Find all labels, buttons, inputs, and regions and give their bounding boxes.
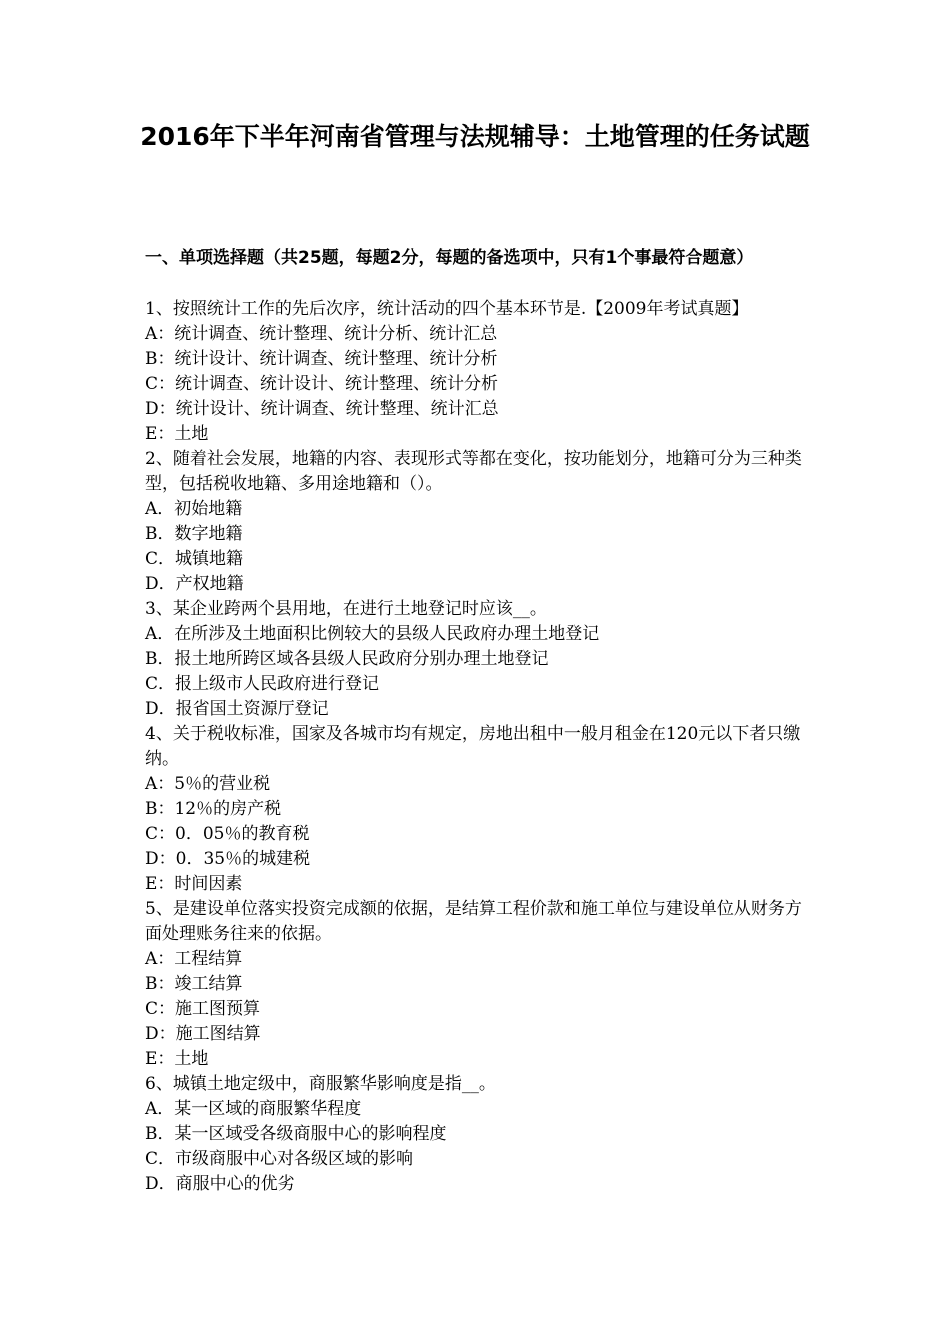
option-d: D：施工图结算 (145, 1024, 261, 1044)
option-c: C．市级商服中心对各级区域的影响 (145, 1149, 414, 1169)
option-c: C：统计调查、统计设计、统计整理、统计分析 (145, 374, 499, 394)
question-1 (145, 297, 810, 447)
option-a: A：工程结算 (145, 949, 243, 969)
option-c: C．城镇地籍 (145, 549, 244, 569)
option-d: D：0．35％的城建税 (145, 849, 311, 869)
option-a: A．在所涉及土地面积比例较大的县级人民政府办理土地登记 (145, 624, 600, 644)
question-stem: 5、是建设单位落实投资完成额的依据，是结算工程价款和施工单位与建设单位从财务方面处理账务往来的依据。 (145, 899, 802, 944)
option-a: A．某一区域的商服繁华程度 (145, 1099, 362, 1119)
option-b: B．某一区域受各级商服中心的影响程度 (145, 1124, 447, 1144)
question-6 (145, 1072, 810, 1197)
question-stem: 1、按照统计工作的先后次序，统计活动的四个基本环节是.【2009年考试真题】 (145, 299, 749, 319)
option-c: C：0．05％的教育税 (145, 824, 310, 844)
question-stem: 2、随着社会发展，地籍的内容、表现形式等都在变化，按功能划分，地籍可分为三种类型，包括税收地籍、多用途地籍和（）。 (145, 449, 802, 494)
option-c: C：施工图预算 (145, 999, 261, 1019)
question-stem: 4、关于税收标准，国家及各城市均有规定，房地出租中一般月租金在120元以下者只缴纳。 (145, 724, 801, 769)
option-b: B．报土地所跨区域各县级人民政府分别办理土地登记 (145, 649, 549, 669)
question-stem: 6、城镇土地定级中，商服繁华影响度是指__。 (145, 1074, 496, 1094)
question-4 (145, 722, 810, 897)
option-a: A．初始地籍 (145, 499, 243, 519)
option-e: E：土地 (145, 1049, 209, 1069)
document-title: 2016年下半年河南省管理与法规辅导：土地管理的任务试题 (140, 122, 810, 151)
option-c: C．报上级市人民政府进行登记 (145, 674, 380, 694)
option-e: E：土地 (145, 424, 209, 444)
option-d: D．产权地籍 (145, 574, 244, 594)
option-b: B：统计设计、统计调查、统计整理、统计分析 (145, 349, 498, 369)
option-b: B：竣工结算 (145, 974, 243, 994)
option-b: B．数字地籍 (145, 524, 243, 544)
question-stem: 3、某企业跨两个县用地，在进行土地登记时应该__。 (145, 599, 547, 619)
question-3 (145, 597, 810, 722)
question-5 (145, 897, 810, 1072)
section-heading: 一、单项选择题（共25题，每题2分，每题的备选项中，只有1个事最符合题意） (145, 248, 754, 268)
option-a: A：5％的营业税 (145, 774, 271, 794)
option-e: E：时间因素 (145, 874, 243, 894)
option-d: D．报省国土资源厅登记 (145, 699, 329, 719)
option-a: A：统计调查、统计整理、统计分析、统计汇总 (145, 324, 498, 344)
option-d: D．商服中心的优劣 (145, 1174, 295, 1194)
question-list (145, 297, 810, 1197)
option-b: B：12％的房产税 (145, 799, 282, 819)
question-2 (145, 447, 810, 597)
option-d: D：统计设计、统计调查、统计整理、统计汇总 (145, 399, 499, 419)
